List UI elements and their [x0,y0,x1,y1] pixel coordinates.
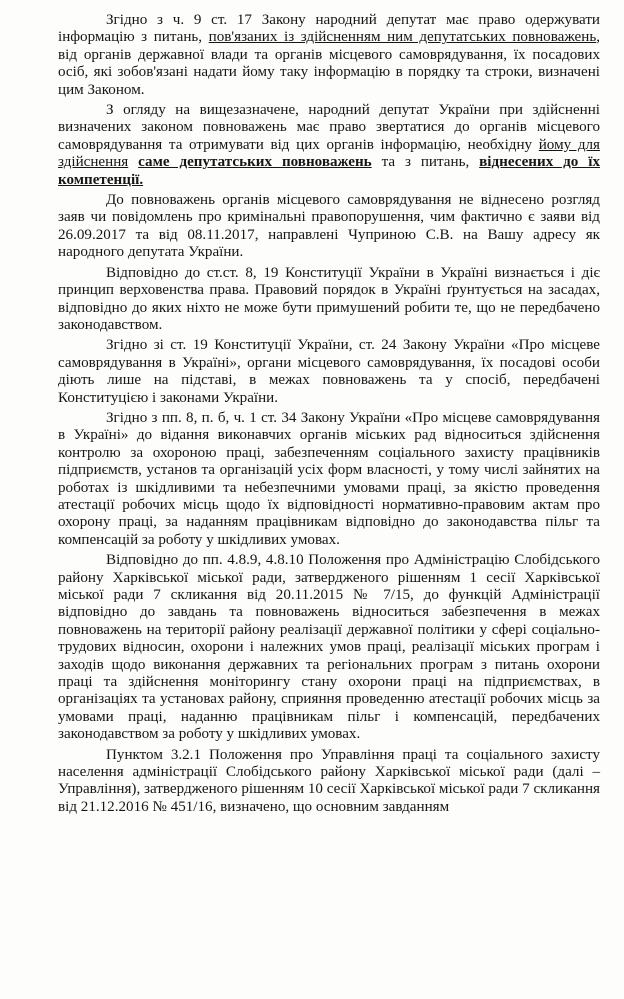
paragraph-department-regulation [58,747,600,817]
paragraph-deputy-rights [58,102,600,189]
p2-space [128,154,138,170]
paragraph-competence [58,192,600,262]
p4-text: Відповідно до ст.ст. 8, 19 Конституції України в Україні визнається і діє принцип верховенства права. Правовий порядок в Україні ґрунтується на засадах, відповідно до яких ніхто не може бути примушений робити те, що не передбачено законодавством. [58,264,600,333]
p1-underlined-phrase: пов'язаних із здійсненням ним депутатських повноважень [208,29,597,46]
p2-underlined-phrase: йому для здійснення [58,136,600,171]
p3-text: До повноважень органів місцевого самоврядування не віднесено розгляд заяв чи повідомлень про кримінальні правопорушення, чим фактично є заяви від 26.09.2017 та від 08.11.2017, направлені Чуприною С.В. на Вашу адресу як народного депутата України. [58,192,600,261]
p5-text: Згідно зі ст. 19 Конституції України, ст. 24 Закону України «Про місцеве самоврядування в Україні», органи місцевого самоврядування, їх посадові особи діють лише на підставі, в межах повноважень та у спосіб, передбачені Конституцією і законами України. [58,337,600,406]
p1-text-2: , від органів державної влади та органів місцевого самоврядування, їх посадових осіб, які зобов'язані надати йому таку інформацію в порядку та строки, визначені цим Законом. [58,29,600,98]
paragraph-article-34 [58,410,600,549]
paragraph-rule-of-law [58,265,600,335]
p8-text: Пунктом 3.2.1 Положення про Управління праці та соціального захисту населення адміністрації Слобідського району Харківської міської ради (далі – Управління), затвердженого рішенням 10 сесії Харківської міської ради 7 скликання від 21.12.2016 № 451/16, визначено, що основним завданням [58,746,600,815]
p7-text: Відповідно до пп. 4.8.9, 4.8.10 Положення про Адміністрацію Слобідського району Харківської міської ради, затвердженого рішенням 1 сесії Харківської міської ради 7 скликання від 20.11.2015 № 7/15, до функцій Адміністрації відповідно до завдань та повноважень відноситься забезпечення в межах повноважень на території району реалізації державної політики у сфері соціально-трудових відносин, охорони і належних умов праці, реалізації міських програм і заходів щодо виконання державних та регіональних програм з питань охорони праці та здійснення моніторингу стану охорони праці на підприємствах, в організаціях та установах району, сприяння проведенню атестації робочих місць за умовами праці, наданню працівникам пільг і компенсацій, передбачених законодавством за роботу у шкідливих умовах. [58,552,600,743]
paragraph-article-17 [58,12,600,99]
paragraph-administration-regulation [58,552,600,743]
p6-text: Згідно з пп. 8, п. б, ч. 1 ст. 34 Закону України «Про місцеве самоврядування в Україні» до відання виконавчих органів міських рад відноситься здійснення контролю за охороною праці, забезпеченням соціального захисту працівників підприємств, установ та організацій усіх форм власності, у тому числі зайнятих на роботах із шкідливими та небезпечними умовами праці, за якістю проведення атестації робочих місць щодо їх відповідності нормативно-правовим актам про охорону праці, за наданням працівникам відповідно до законодавства пільг та компенсацій за роботу у шкідливих умовах. [58,409,600,548]
paragraph-article-19 [58,337,600,407]
p2-text-1: З огляду на вищезазначене, народний депутат України при здійсненні визначених законом повноважень має право звертатися до органів місцевого самоврядування та отримувати від цих органів інформацію, необхідну [58,102,600,153]
p2-bold-underlined-phrase-1: саме депутатських повноважень [138,154,372,171]
p2-text-2: та з питань, [371,154,480,171]
p2-bold-underlined-phrase-2: віднесених до їх компетенції. [58,154,601,188]
p1-text-1: Згідно з ч. 9 ст. 17 Закону народний депутат має право одержувати інформацію з питань, [58,12,600,46]
